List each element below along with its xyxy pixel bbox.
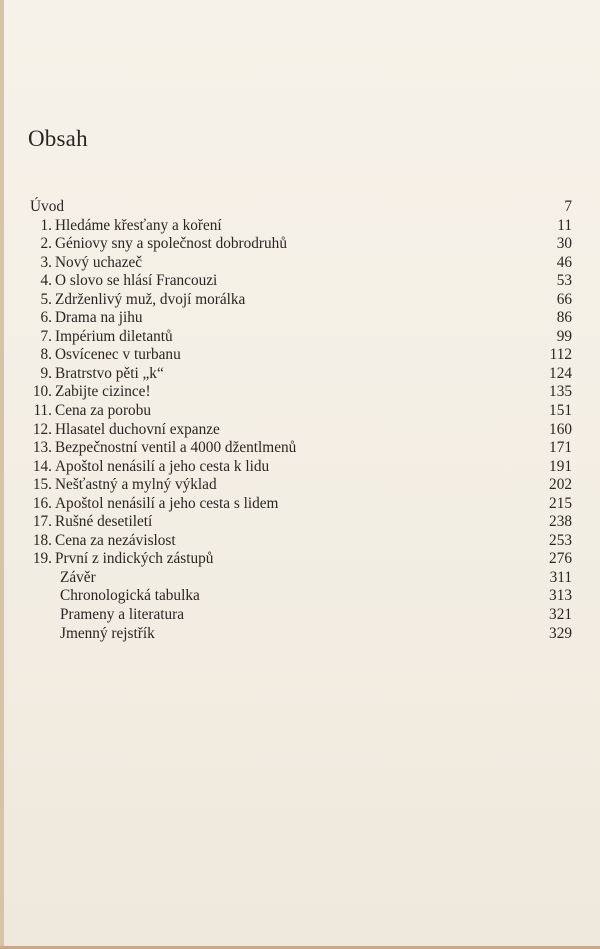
toc-entry (30, 421, 572, 440)
toc-entry (30, 550, 572, 569)
toc-entry-number: 8. (40, 346, 52, 364)
toc-entry-number: 12. (32, 420, 52, 438)
toc-entry-page: 53 (556, 272, 572, 290)
toc-entry-page: 329 (549, 624, 572, 642)
toc-entry-title: Apoštol nenásilí a jeho cesta k lidu (55, 457, 270, 475)
toc-entry-page: 171 (549, 439, 572, 457)
toc-entry-number: 3. (40, 253, 52, 271)
toc-entry-page: 321 (549, 606, 572, 624)
toc-entry (30, 235, 572, 254)
toc-entry-number: 1. (40, 216, 52, 234)
toc-entry-page: 253 (549, 531, 572, 549)
toc-entry-page: 276 (549, 550, 572, 568)
toc-entry-title: Chronologická tabulka (60, 587, 200, 605)
toc-entry-number: 4. (40, 272, 52, 290)
toc-entry-number: 11. (33, 402, 52, 420)
toc-entry (30, 495, 572, 514)
toc-entry (30, 217, 572, 236)
toc-entry (30, 513, 572, 532)
toc-entry (30, 383, 572, 402)
toc-entry (30, 346, 572, 365)
page-title: Obsah (28, 126, 88, 151)
toc-entry-page: 112 (549, 346, 572, 364)
toc-entry-title: Rušné desetiletí (55, 513, 153, 531)
toc-entry-page: 238 (549, 513, 572, 531)
table-of-contents (30, 198, 572, 643)
toc-entry-title: Bezpečnostní ventil a 4000 džentlmenů (55, 439, 297, 457)
toc-entry-title: Prameny a literatura (60, 606, 185, 624)
toc-entry (30, 272, 572, 291)
toc-entry-number: 10. (32, 383, 52, 401)
toc-entry-title: Apoštol nenásilí a jeho cesta s lidem (55, 494, 279, 512)
toc-entry-number: 19. (32, 550, 52, 568)
toc-entry-page: 86 (556, 309, 572, 327)
toc-entry (30, 439, 572, 458)
toc-entry-number: 5. (40, 290, 52, 308)
toc-entry-page: 160 (549, 420, 572, 438)
toc-entry-page: 99 (556, 327, 572, 345)
toc-entry-page: 202 (549, 476, 572, 494)
toc-entry-number: 18. (32, 531, 52, 549)
toc-entry-number: 7. (40, 327, 52, 345)
toc-entry (30, 291, 572, 310)
toc-entry-title: Zdrženlivý muž, dvojí morálka (55, 290, 246, 308)
toc-entry-page: 311 (549, 568, 572, 586)
toc-entry-page: 151 (549, 402, 572, 420)
toc-entry-title: Géniovy sny a společnost dobrodruhů (55, 235, 287, 253)
toc-entry-number: 15. (32, 476, 52, 494)
toc-entry-title: Cena za porobu (55, 402, 151, 420)
toc-entry-title: Nešťastný a mylný výklad (55, 476, 217, 494)
toc-entry-title: Nový uchazeč (55, 253, 143, 271)
toc-entry-title: Impérium diletantů (55, 327, 173, 345)
toc-entry-title: O slovo se hlásí Francouzi (55, 272, 218, 290)
toc-entry (30, 587, 572, 606)
toc-entry-page: 7 (564, 198, 572, 215)
toc-entry-page: 215 (549, 494, 572, 512)
toc-entry (30, 532, 572, 551)
toc-entry-title: Úvod (30, 198, 64, 215)
toc-entry-title: Zabijte cizince! (55, 383, 151, 401)
toc-entry-page: 191 (549, 457, 572, 475)
toc-entry (30, 309, 572, 328)
toc-entry (30, 198, 572, 217)
toc-entry-number: 17. (32, 513, 52, 531)
toc-entry-page: 30 (556, 235, 572, 253)
toc-entry-title: První z indických zástupů (55, 550, 214, 568)
toc-entry-page: 124 (549, 364, 572, 382)
toc-entry-number: 14. (32, 457, 52, 475)
toc-entry-number: 2. (40, 235, 52, 253)
toc-entry (30, 569, 572, 588)
toc-entry-title: Hlasatel duchovní expanze (55, 420, 220, 438)
toc-entry-title: Hledáme křesťany a koření (55, 216, 222, 234)
toc-entry (30, 402, 572, 421)
toc-entry (30, 365, 572, 384)
toc-entry (30, 254, 572, 273)
toc-entry-title: Bratrstvo pěti „k“ (55, 364, 164, 382)
toc-entry-number: 6. (40, 309, 52, 327)
toc-entry-page: 313 (549, 587, 572, 605)
toc-entry (30, 328, 572, 347)
toc-entry-page: 11 (557, 216, 572, 234)
toc-entry-title: Osvícenec v turbanu (55, 346, 181, 364)
toc-entry-title: Jmenný rejstřík (60, 624, 155, 642)
page-edge-left (0, 0, 4, 949)
toc-entry-number: 9. (40, 364, 52, 382)
toc-entry-page: 135 (549, 383, 572, 401)
toc-entry-number: 16. (32, 494, 52, 512)
toc-entry-page: 66 (556, 290, 572, 308)
toc-entry (30, 458, 572, 477)
toc-entry (30, 625, 572, 644)
toc-entry-title: Drama na jihu (55, 309, 143, 327)
toc-entry-title: Závěr (60, 568, 96, 586)
toc-entry-number: 13. (32, 439, 52, 457)
toc-entry (30, 606, 572, 625)
toc-entry (30, 476, 572, 495)
toc-entry-page: 46 (556, 253, 572, 271)
toc-entry-title: Cena za nezávislost (55, 531, 176, 549)
